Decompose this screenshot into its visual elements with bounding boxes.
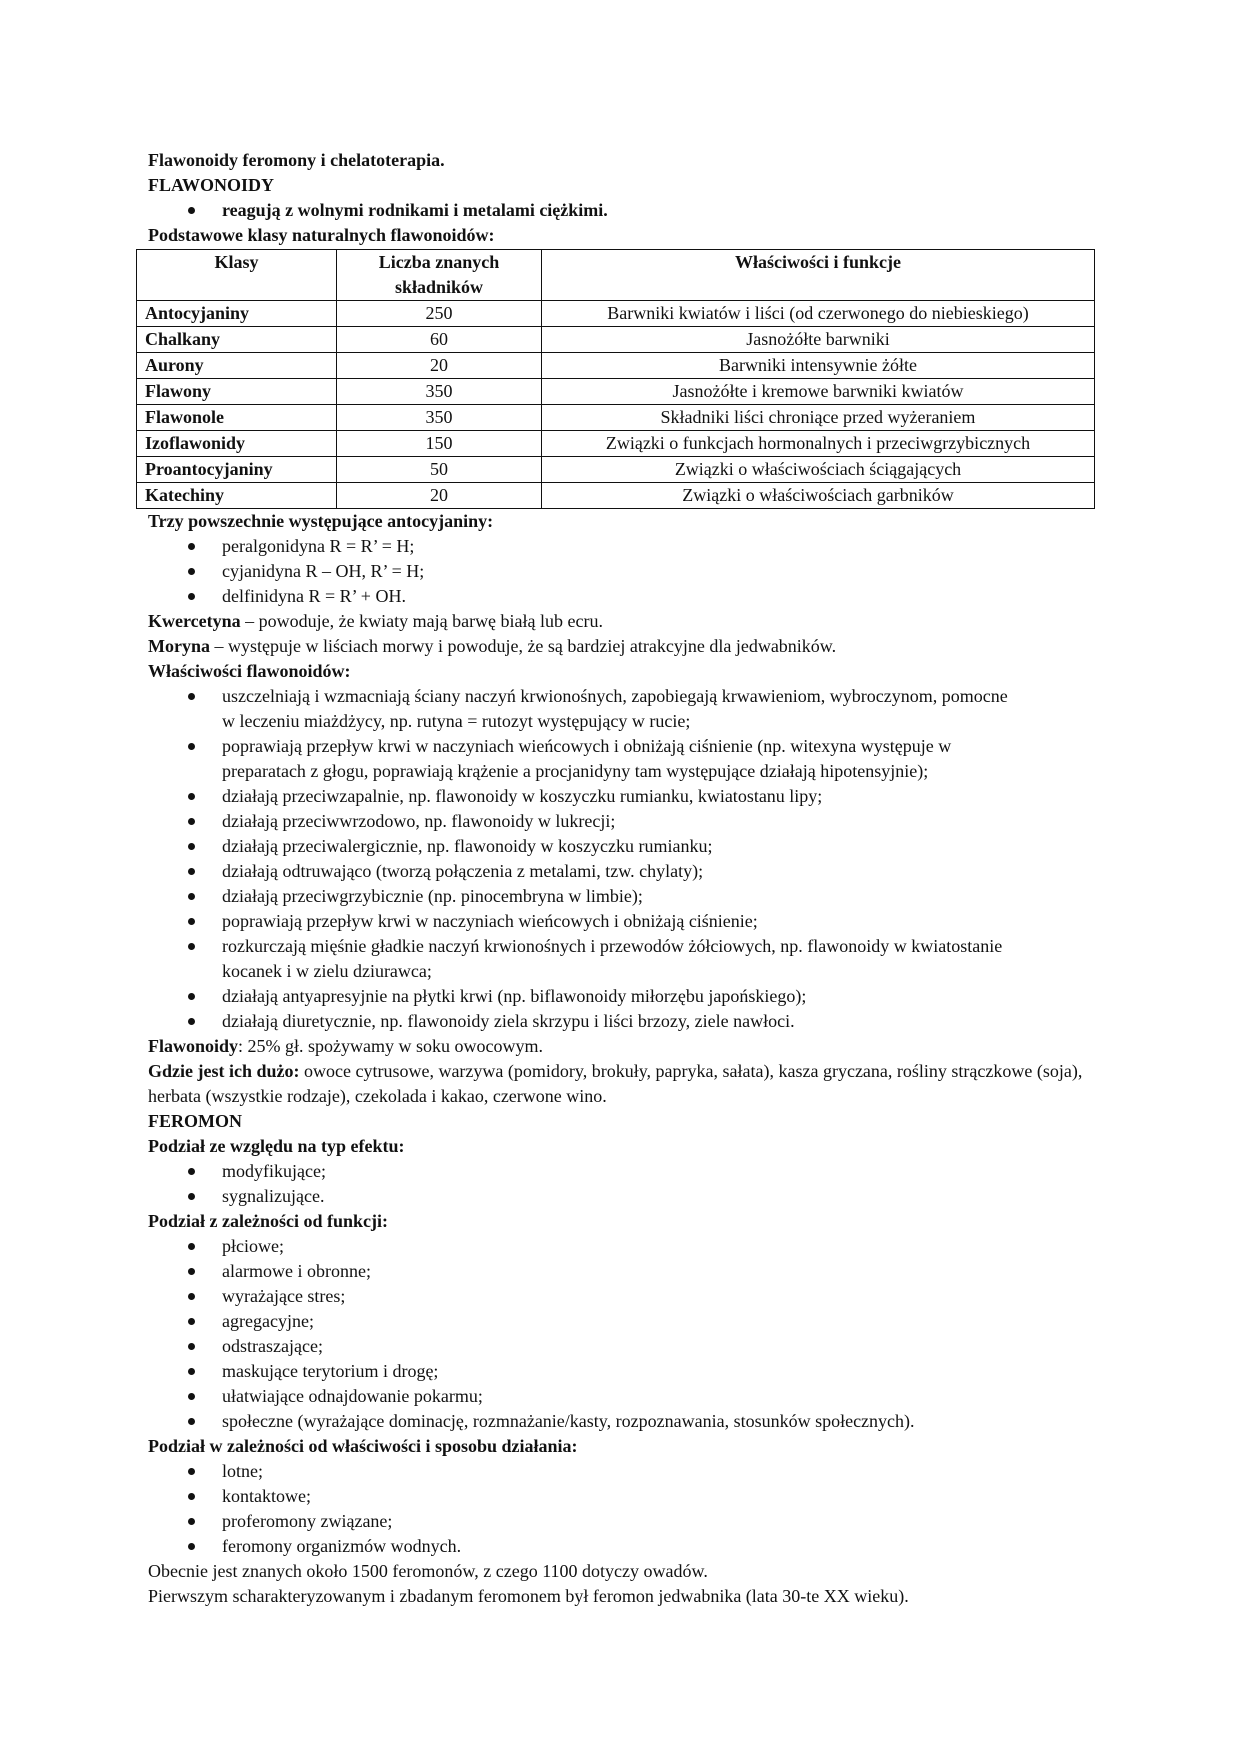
count-cell: 20 — [337, 353, 542, 379]
class-name-cell: Izoflawonidy — [137, 431, 337, 457]
header-cell: Klasy — [137, 250, 337, 301]
kwercetyna-paragraph — [148, 609, 1098, 634]
table-body — [137, 301, 1095, 509]
list-item: lotne; — [148, 1459, 1022, 1484]
list-item: rozkurczają mięśnie gładkie naczyń krwionośnych i przewodów żółciowych, np. flawonoidy w kwiatostanie kocanek i w zielu dziurawca; — [148, 934, 1022, 984]
table-row — [137, 301, 1095, 327]
intro-list — [148, 198, 1098, 223]
class-name-cell: Flawony — [137, 379, 337, 405]
list-item: społeczne (wyrażające dominację, rozmnażanie/kasty, rozpoznawania, stosunków społecznych). — [148, 1409, 1022, 1434]
table-row — [137, 379, 1095, 405]
list-item: płciowe; — [148, 1234, 1022, 1259]
closing-paragraph: Pierwszym scharakteryzowanym i zbadanym feromonem był feromon jedwabnika (lata 30-te XX wieku). — [148, 1586, 909, 1606]
count-cell: 50 — [337, 457, 542, 483]
count-cell: 60 — [337, 327, 542, 353]
properties-heading: Właściwości flawonoidów: — [148, 661, 351, 681]
list-item: poprawiają przepływ krwi w naczyniach wieńcowych i obniżają ciśnienie; — [148, 909, 1022, 934]
function-cell: Barwniki intensywnie żółte — [542, 353, 1095, 379]
table-row — [137, 457, 1095, 483]
closing-paragraph: Obecnie jest znanych około 1500 feromonów, z czego 1100 dotyczy owadów. — [148, 1561, 708, 1581]
function-cell: Barwniki kwiatów i liści (od czerwonego do niebieskiego) — [542, 301, 1095, 327]
table-caption: Podstawowe klasy naturalnych flawonoidów: — [148, 225, 495, 245]
list-item: działają odtruwająco (tworzą połączenia z metalami, tzw. chylaty); — [148, 859, 1022, 884]
definition: – powoduje, że kwiaty mają barwę białą lub ecru. — [240, 611, 604, 631]
sources-paragraph — [148, 1059, 1098, 1109]
class-name-cell: Antocyjaniny — [137, 301, 337, 327]
effect-list — [148, 1159, 1098, 1209]
term: Moryna — [148, 636, 210, 656]
section-heading-feromon: FEROMON — [148, 1111, 242, 1131]
table-row — [137, 405, 1095, 431]
antocyjaniny-list — [148, 534, 1098, 609]
properties-list — [148, 684, 1098, 1034]
list-item: cyjanidyna R – OH, R’ = H; — [148, 559, 1022, 584]
table-row — [137, 353, 1095, 379]
list-item: modyfikujące; — [148, 1159, 1022, 1184]
table-header-row — [137, 250, 1095, 301]
list-item: kontaktowe; — [148, 1484, 1022, 1509]
function-heading: Podział z zależności od funkcji: — [148, 1211, 388, 1231]
class-name-cell: Aurony — [137, 353, 337, 379]
count-cell: 350 — [337, 405, 542, 431]
list-item: proferomony związane; — [148, 1509, 1022, 1534]
list-item: agregacyjne; — [148, 1309, 1022, 1334]
definition: : 25% gł. spożywamy w soku owocowym. — [238, 1036, 544, 1056]
list-item: peralgonidyna R = R’ = H; — [148, 534, 1022, 559]
header-cell: Liczba znanych składników — [337, 250, 542, 301]
definition: – występuje w liściach morwy i powoduje, że są bardziej atrakcyjne dla jedwabników. — [210, 636, 837, 656]
class-name-cell: Proantocyjaniny — [137, 457, 337, 483]
count-cell: 150 — [337, 431, 542, 457]
list-item: uszczelniają i wzmacniają ściany naczyń krwionośnych, zapobiegają krwawieniom, wybroczynom, pomocne w leczeniu miażdżycy, np. rutyna = rutozyt występujący w rucie; — [148, 684, 1022, 734]
list-item: poprawiają przepływ krwi w naczyniach wieńcowych i obniżają ciśnienie (np. witexyna występuje w preparatach z głogu, poprawiają krążenie a procjanidyny tam występujące działają hipotensyjnie); — [148, 734, 1022, 784]
action-list — [148, 1459, 1098, 1559]
function-cell: Związki o funkcjach hormonalnych i przeciwgrzybicznych — [542, 431, 1095, 457]
list-item: działają antyapresyjnie na płytki krwi (np. biflawonoidy miłorzębu japońskiego); — [148, 984, 1022, 1009]
class-name-cell: Katechiny — [137, 483, 337, 509]
header-cell: Właściwości i funkcje — [542, 250, 1095, 301]
action-heading: Podział w zależności od właściwości i sposobu działania: — [148, 1436, 578, 1456]
table-row — [137, 327, 1095, 353]
list-item: maskujące terytorium i drogę; — [148, 1359, 1022, 1384]
function-list — [148, 1234, 1098, 1434]
definition: owoce cytrusowe, warzywa (pomidory, brokuły, papryka, sałata), kasza gryczana, rośliny strączkowe (soja), herbata (wszystkie rodzaje), czekolada i kakao, czerwone wino. — [148, 1061, 1083, 1106]
document-page — [145, 148, 1098, 1609]
term: Flawonoidy — [148, 1036, 239, 1056]
list-item: alarmowe i obronne; — [148, 1259, 1022, 1284]
list-item: wyrażające stres; — [148, 1284, 1022, 1309]
list-item: działają diuretycznie, np. flawonoidy ziela skrzypu i liści brzozy, ziele nawłoci. — [148, 1009, 1022, 1034]
table-row — [137, 431, 1095, 457]
term: Kwercetyna — [148, 611, 241, 631]
function-cell: Jasnożółte i kremowe barwniki kwiatów — [542, 379, 1095, 405]
list-item: feromony organizmów wodnych. — [148, 1534, 1022, 1559]
term: Gdzie jest ich dużo: — [148, 1061, 300, 1081]
list-item: działają przeciwgrzybicznie (np. pinocembryna w limbie); — [148, 884, 1022, 909]
list-item: sygnalizujące. — [148, 1184, 1022, 1209]
flawonoidy-note — [148, 1034, 1098, 1059]
list-item: ułatwiające odnajdowanie pokarmu; — [148, 1384, 1022, 1409]
list-item: działają przeciwalergicznie, np. flawonoidy w koszyczku rumianku; — [148, 834, 1022, 859]
class-name-cell: Chalkany — [137, 327, 337, 353]
moryna-paragraph — [148, 634, 1098, 659]
function-cell: Związki o właściwościach garbników — [542, 483, 1095, 509]
antocyjaniny-heading: Trzy powszechnie występujące antocyjaniny: — [148, 511, 494, 531]
function-cell: Składniki liści chroniące przed wyżeraniem — [542, 405, 1095, 431]
class-name-cell: Flawonole — [137, 405, 337, 431]
list-item: odstraszające; — [148, 1334, 1022, 1359]
function-cell: Jasnożółte barwniki — [542, 327, 1095, 353]
section-heading-flawonoidy: FLAWONOIDY — [148, 175, 275, 195]
list-item: działają przeciwwrzodowo, np. flawonoidy w lukrecji; — [148, 809, 1022, 834]
count-cell: 350 — [337, 379, 542, 405]
flavonoid-classes-table — [136, 249, 1095, 509]
document-title: Flawonoidy feromony i chelatoterapia. — [148, 150, 445, 170]
list-item: reagują z wolnymi rodnikami i metalami ciężkimi. — [148, 198, 1022, 223]
function-cell: Związki o właściwościach ściągających — [542, 457, 1095, 483]
count-cell: 250 — [337, 301, 542, 327]
list-item: działają przeciwzapalnie, np. flawonoidy w koszyczku rumianku, kwiatostanu lipy; — [148, 784, 1022, 809]
table-row — [137, 483, 1095, 509]
list-item: delfinidyna R = R’ + OH. — [148, 584, 1022, 609]
effect-heading: Podział ze względu na typ efektu: — [148, 1136, 405, 1156]
count-cell: 20 — [337, 483, 542, 509]
